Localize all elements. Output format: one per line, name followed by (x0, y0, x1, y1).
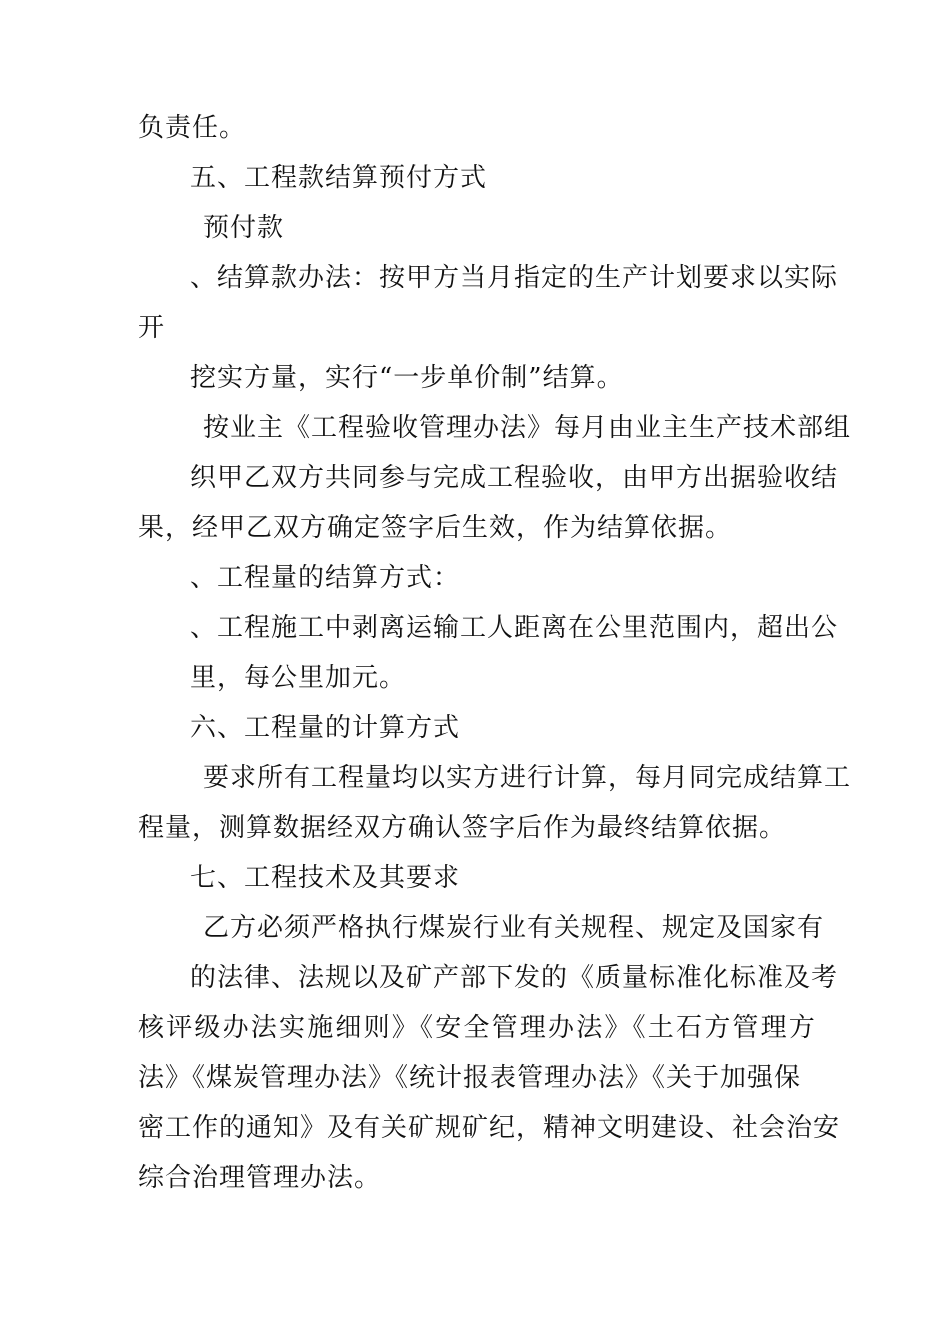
section-heading: 六、工程量的计算方式 (190, 713, 461, 743)
text-line: 预付款 (203, 213, 285, 243)
text-line: 按业主《工程验收管理办法》每月由业主生产技术部组 (203, 413, 852, 443)
text-line: 密工作的通知》及有关矿规矿纪，精神文明建设、社会治安 (138, 1113, 841, 1143)
text-line: 、结算款办法：按甲方当月指定的生产计划要求以实际 (190, 263, 839, 293)
text-line: 核评级办法实施细则》《安全管理办法》《土石方管理方 (138, 1013, 818, 1043)
text-line: 程量，测算数据经双方确认签字后作为最终结算依据。 (138, 813, 787, 843)
text-line: 开 (138, 313, 166, 343)
text-line: 负责任。 (138, 113, 247, 143)
section-heading: 七、工程技术及其要求 (190, 863, 461, 893)
text-line: 乙方必须严格执行煤炭行业有关规程、规定及国家有 (203, 913, 825, 943)
section-heading: 五、工程款结算预付方式 (190, 163, 488, 193)
text-line: 果，经甲乙双方确定签字后生效，作为结算依据。 (138, 513, 733, 543)
text-line: 织甲乙双方共同参与完成工程验收，由甲方出据验收结 (190, 463, 839, 493)
text-line: 里，每公里加元。 (190, 663, 407, 693)
text-line: 的法律、法规以及矿产部下发的《质量标准化标准及考 (190, 963, 839, 993)
text-line: 、工程施工中剥离运输工人距离在公里范围内，超出公 (190, 613, 839, 643)
text-line: 法》《煤炭管理办法》《统计报表管理办法》《关于加强保 (138, 1063, 802, 1093)
text-line: 、工程量的结算方式： (190, 563, 461, 593)
text-line: 要求所有工程量均以实方进行计算，每月同完成结算工 (203, 763, 852, 793)
text-line: 挖实方量，实行“一步单价制”结算。 (190, 363, 624, 393)
text-line: 综合治理管理办法。 (138, 1163, 382, 1193)
